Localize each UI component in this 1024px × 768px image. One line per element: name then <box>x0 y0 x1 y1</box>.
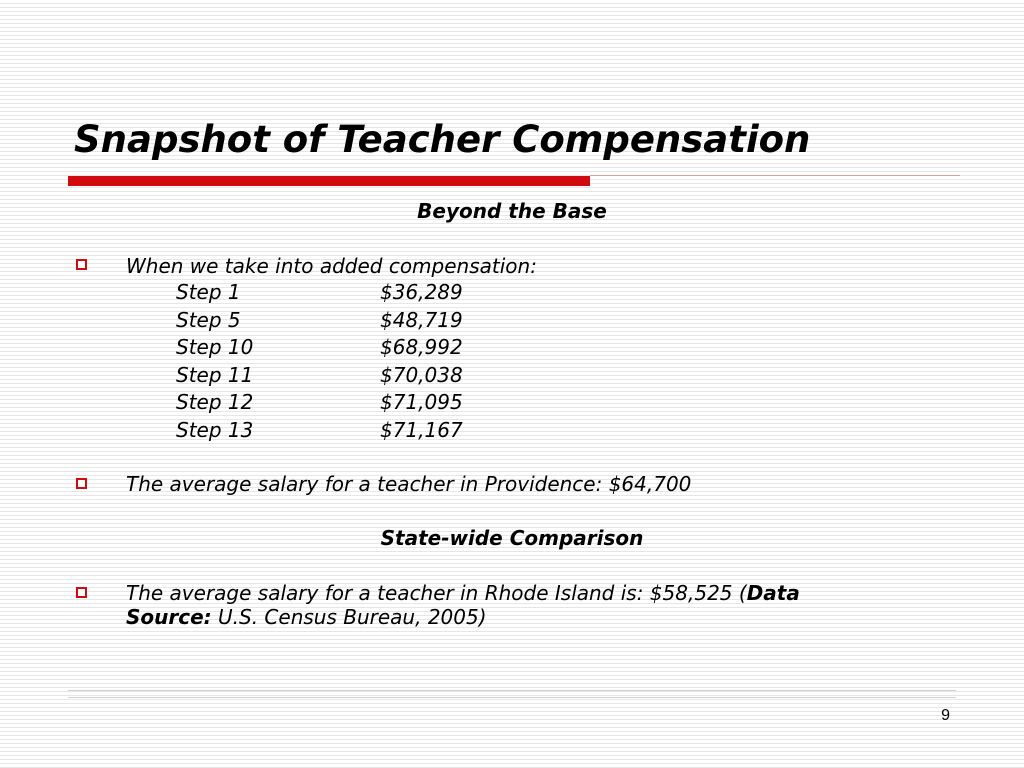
bullet-square-icon <box>76 259 87 270</box>
statewide-text-part2: U.S. Census Bureau, 2005) <box>211 605 487 629</box>
title-accent-bar <box>68 176 590 186</box>
step-label: Step 5 <box>176 307 241 332</box>
step-value: $70,038 <box>380 362 463 387</box>
data-source-label-part2: Source: <box>126 605 212 629</box>
step-label: Step 12 <box>176 390 254 414</box>
step-label: Step 11 <box>176 362 254 387</box>
page-number: 9 <box>941 707 950 724</box>
step-value: $71,167 <box>380 417 463 442</box>
bullet-square-icon <box>76 587 87 598</box>
footer-divider-line <box>68 697 956 698</box>
step-row <box>176 363 496 391</box>
step-label: Step 13 <box>176 417 254 442</box>
title-divider-line <box>590 175 960 176</box>
footer-divider-line <box>68 690 956 691</box>
step-value: $71,095 <box>380 390 463 414</box>
bullet-added-compensation: When we take into added compensation: <box>126 254 537 278</box>
step-row <box>176 308 496 336</box>
step-row <box>176 418 496 446</box>
step-row <box>176 390 496 418</box>
step-value: $36,289 <box>380 280 463 304</box>
step-label: Step 10 <box>176 335 254 359</box>
bullet-providence-average: The average salary for a teacher in Providence: $64,700 <box>126 472 692 496</box>
slide-title: Snapshot of Teacher Compensation <box>74 118 811 161</box>
step-label: Step 1 <box>176 280 241 304</box>
data-source-label-part1: Data <box>746 581 800 605</box>
section-heading-statewide: State-wide Comparison <box>380 526 644 550</box>
bullet-square-icon <box>76 478 87 489</box>
step-value: $68,992 <box>380 335 463 359</box>
section-heading-beyond-base: Beyond the Base <box>417 199 607 223</box>
step-row <box>176 280 496 308</box>
step-row <box>176 335 496 363</box>
statewide-text-part1: The average salary for a teacher in Rhode Island is: $58,525 ( <box>126 581 747 605</box>
step-value: $48,719 <box>380 307 463 332</box>
bullet-rhode-island-average <box>126 581 926 629</box>
step-salary-list <box>176 280 496 445</box>
